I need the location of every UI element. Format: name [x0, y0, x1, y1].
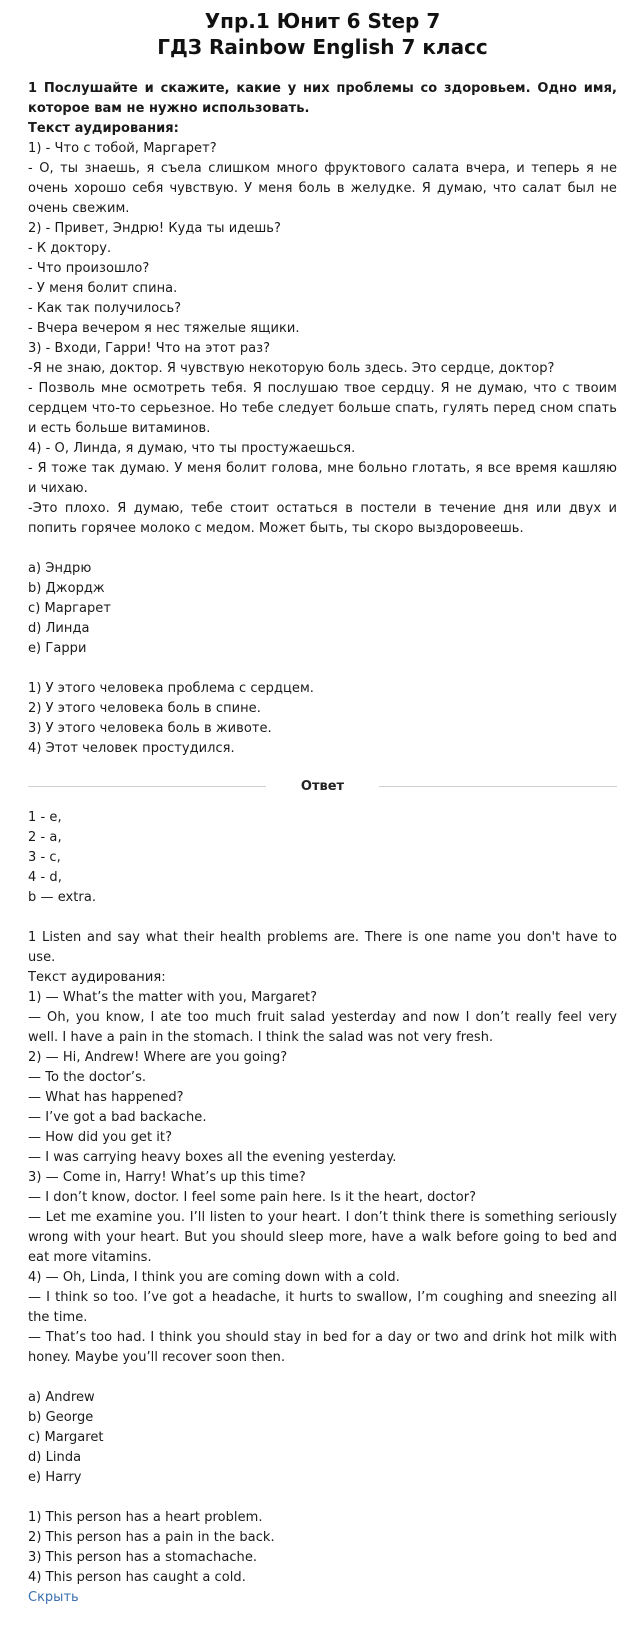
- divider-line-left: [28, 786, 266, 787]
- statement: 2) У этого человека боль в спине.: [28, 701, 261, 716]
- answer-item: 1 - e,: [28, 810, 62, 825]
- name-option: c) Маргарет: [28, 601, 111, 616]
- answer-divider: [28, 779, 617, 794]
- dialogue-line: — Oh, you know, I ate too much fruit salad yesterday and now I don’t really feel very well. I have a pain in the stomach. I think the salad was not very fresh.: [28, 1010, 617, 1045]
- title-line-1: Упр.1 Юнит 6 Step 7: [204, 9, 441, 33]
- dialogue-line: — Let me examine you. I’ll listen to your heart. I don’t think there is something seriously wrong with your heart. But you should sleep more, have a walk before going to bed and eat more vitamins.: [28, 1210, 617, 1265]
- statement: 3) This person has a stomachache.: [28, 1550, 258, 1565]
- dialogue-line: 4) — Oh, Linda, I think you are coming down with a cold.: [28, 1270, 400, 1285]
- task-en-listening-label: Текст аудирования:: [28, 970, 166, 985]
- dialogue-line: — How did you get it?: [28, 1130, 173, 1145]
- task-ru: [28, 79, 617, 759]
- divider-line-right: [379, 786, 617, 787]
- dialogue-line: 2) - Привет, Эндрю! Куда ты идешь?: [28, 221, 281, 236]
- dialogue-line: -Это плохо. Я думаю, тебе стоит остаться в постели в течение дня или двух и попить горячее молоко с медом. Может быть, ты скоро выздоровеешь.: [28, 501, 617, 536]
- statement: 4) This person has caught a cold.: [28, 1570, 246, 1585]
- dialogue-line: - Позволь мне осмотреть тебя. Я послушаю твое сердцу. Я не думаю, что с твоим сердцем что-то серьезное. Но тебе следует больше спать, гулять перед сном спать и есть больше витаминов.: [28, 381, 617, 436]
- answer-item: 2 - a,: [28, 830, 62, 845]
- dialogue-line: - Я тоже так думаю. У меня болит голова, мне больно глотать, я все время кашляю и чихаю.: [28, 461, 617, 496]
- dialogue-line: -Я не знаю, доктор. Я чувствую некоторую боль здесь. Это сердце, доктор?: [28, 361, 555, 376]
- task-en: [28, 928, 617, 1588]
- dialogue-line: - Что произошло?: [28, 261, 150, 276]
- task-ru-listening-label: Текст аудирования:: [28, 121, 179, 136]
- dialogue-line: - Как так получилось?: [28, 301, 182, 316]
- dialogue-line: — I think so too. I’ve got a headache, it hurts to swallow, I’m coughing and sneezing all the time.: [28, 1290, 617, 1325]
- answer-item: b — extra.: [28, 890, 97, 905]
- dialogue-line: — What has happened?: [28, 1090, 184, 1105]
- dialogue-line: — To the doctor’s.: [28, 1070, 147, 1085]
- task-ru-instruction: 1 Послушайте и скажите, какие у них проблемы со здоровьем. Одно имя, которое вам не нужно использовать.: [28, 81, 617, 116]
- dialogue-line: — That’s too had. I think you should stay in bed for a day or two and drink hot milk with honey. Maybe you’ll recover soon then.: [28, 1330, 617, 1365]
- name-option: b) George: [28, 1410, 94, 1425]
- statement: 2) This person has a pain in the back.: [28, 1530, 275, 1545]
- name-option: d) Линда: [28, 621, 90, 636]
- title-line-2: ГДЗ Rainbow English 7 класс: [157, 35, 488, 59]
- dialogue-line: — I’ve got a bad backache.: [28, 1110, 207, 1125]
- dialogue-line: 3) - Входи, Гарри! Что на этот раз?: [28, 341, 271, 356]
- dialogue-line: — I don’t know, doctor. I feel some pain here. Is it the heart, doctor?: [28, 1190, 477, 1205]
- answer-item: 3 - c,: [28, 850, 61, 865]
- statement: 1) У этого человека проблема с сердцем.: [28, 681, 314, 696]
- name-option: c) Margaret: [28, 1430, 104, 1445]
- dialogue-line: — I was carrying heavy boxes all the evening yesterday.: [28, 1150, 397, 1165]
- dialogue-line: 2) — Hi, Andrew! Where are you going?: [28, 1050, 288, 1065]
- page-title: [28, 8, 617, 60]
- dialogue-line: 3) — Come in, Harry! What’s up this time?: [28, 1170, 306, 1185]
- statement: 4) Этот человек простудился.: [28, 741, 235, 756]
- statement: 1) This person has a heart problem.: [28, 1510, 263, 1525]
- name-option: b) Джордж: [28, 581, 105, 596]
- task-en-instruction: 1 Listen and say what their health problems are. There is one name you don't have to use.: [28, 930, 617, 965]
- statement: 3) У этого человека боль в животе.: [28, 721, 272, 736]
- answer-list: [28, 808, 617, 908]
- name-option: e) Harry: [28, 1470, 82, 1485]
- dialogue-line: - О, ты знаешь, я съела слишком много фруктового салата вчера, и теперь я не очень хорошо себя чувствую. У меня боль в желудке. Я думаю, что салат был не очень свежим.: [28, 161, 617, 216]
- name-option: e) Гарри: [28, 641, 87, 656]
- name-option: a) Эндрю: [28, 561, 92, 576]
- name-option: d) Linda: [28, 1450, 82, 1465]
- answer-heading: Ответ: [300, 779, 345, 794]
- name-option: a) Andrew: [28, 1390, 95, 1405]
- dialogue-line: - Вчера вечером я нес тяжелые ящики.: [28, 321, 300, 336]
- dialogue-line: - У меня болит спина.: [28, 281, 178, 296]
- dialogue-line: - К доктору.: [28, 241, 112, 256]
- dialogue-line: 1) — What’s the matter with you, Margaret?: [28, 990, 318, 1005]
- answer-item: 4 - d,: [28, 870, 62, 885]
- dialogue-line: 1) - Что с тобой, Маргарет?: [28, 141, 217, 156]
- dialogue-line: 4) - О, Линда, я думаю, что ты простужаешься.: [28, 441, 356, 456]
- hide-link[interactable]: Скрыть: [28, 1590, 79, 1605]
